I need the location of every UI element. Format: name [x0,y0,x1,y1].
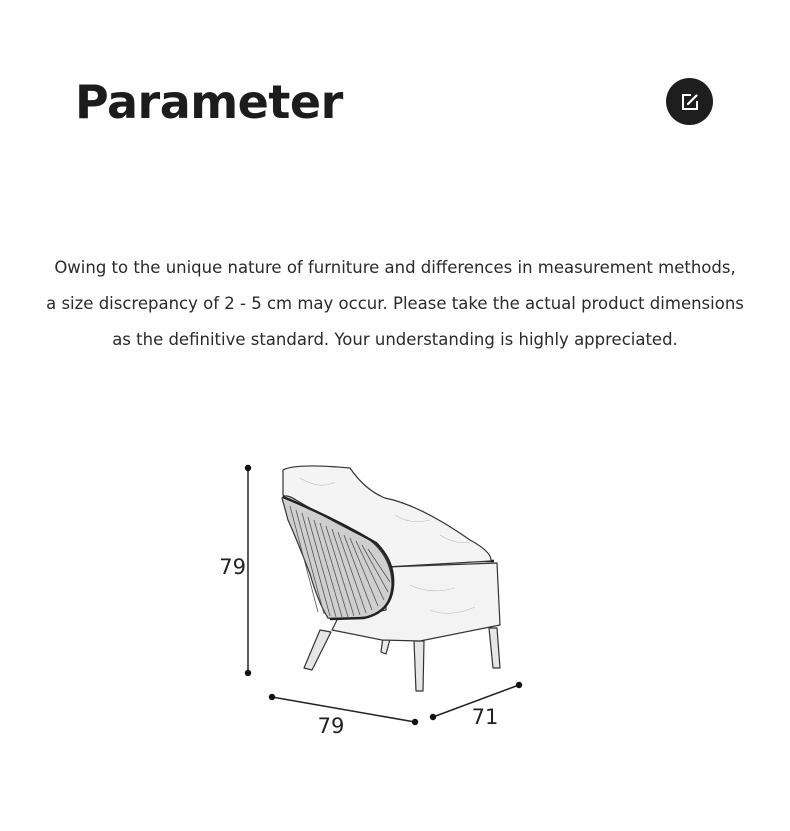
height-label: 79 [219,555,246,579]
size-notice [40,250,750,358]
edit-square-icon [678,90,702,114]
armchair-illustration [282,466,500,691]
notice-line: a size discrepancy of 2 - 5 cm may occur. Please take the actual product dimensions [46,294,744,313]
page-title: Parameter [75,75,343,129]
width-label: 79 [317,714,345,738]
edit-button[interactable] [666,78,713,125]
depth-label: 71 [471,705,499,729]
notice-line: Owing to the unique nature of furniture and differences in measurement methods, [54,258,736,277]
chair-dimension-diagram [0,440,790,740]
notice-line: as the definitive standard. Your understanding is highly appreciated. [112,330,678,349]
